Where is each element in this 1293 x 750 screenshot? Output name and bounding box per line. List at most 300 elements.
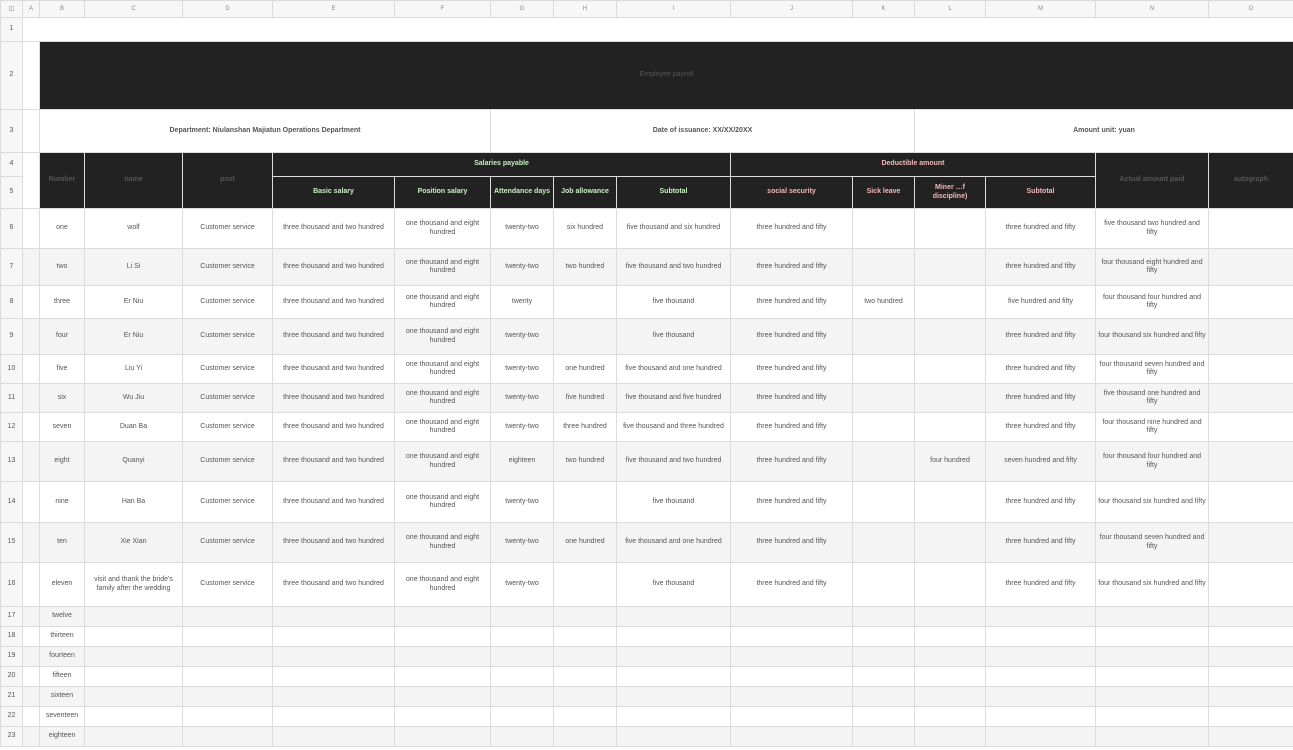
name-cell[interactable]: wolf [85,209,183,249]
row-header[interactable]: 13 [1,442,23,482]
empty-cell[interactable] [273,607,395,627]
blank-cell[interactable] [23,18,1293,42]
basic-salary-cell[interactable]: three thousand and two hundred [273,413,395,442]
autograph-cell[interactable] [1209,413,1293,442]
empty-cell[interactable] [273,687,395,707]
row-header[interactable]: 14 [1,482,23,523]
name-cell[interactable]: Er Niu [85,286,183,319]
social-security-cell[interactable]: three hundred and fifty [731,319,853,355]
empty-cell[interactable] [395,607,491,627]
empty-cell[interactable] [853,627,915,647]
position-salary-cell[interactable]: one thousand and eight hundred [395,319,491,355]
row-header[interactable]: 5 [1,177,23,209]
column-header[interactable]: N [1096,1,1209,18]
job-allowance-cell[interactable]: one hundred [554,523,617,563]
blank-cell[interactable] [23,413,40,442]
number-cell[interactable]: eighteen [40,727,85,747]
number-cell[interactable]: five [40,355,85,384]
social-security-cell[interactable]: three hundred and fifty [731,384,853,413]
empty-cell[interactable] [853,607,915,627]
post-cell[interactable]: Customer service [183,413,273,442]
amount-unit-cell[interactable]: Amount unit: yuan [915,110,1293,153]
empty-cell[interactable] [853,707,915,727]
attendance-days-cell[interactable]: twenty [491,286,554,319]
empty-cell[interactable] [554,667,617,687]
sheet-title[interactable]: Employee payroll [40,42,1293,110]
position-salary-cell[interactable]: one thousand and eight hundred [395,523,491,563]
empty-cell[interactable] [554,647,617,667]
row-header[interactable]: 22 [1,707,23,727]
subtotal-pay-cell[interactable]: five thousand and six hundred [617,209,731,249]
attendance-days-cell[interactable]: twenty-two [491,523,554,563]
empty-cell[interactable] [85,607,183,627]
column-header[interactable]: O [1209,1,1293,18]
basic-salary-cell[interactable]: three thousand and two hundred [273,384,395,413]
empty-cell[interactable] [183,687,273,707]
empty-cell[interactable] [491,707,554,727]
empty-cell[interactable] [853,687,915,707]
job-allowance-cell[interactable]: two hundred [554,442,617,482]
position-salary-cell[interactable]: one thousand and eight hundred [395,482,491,523]
empty-cell[interactable] [915,707,986,727]
autograph-cell[interactable] [1209,249,1293,286]
job-allowance-cell[interactable]: six hundred [554,209,617,249]
issuance-date-cell[interactable]: Date of issuance: XX/XX/20XX [491,110,915,153]
post-cell[interactable]: Customer service [183,384,273,413]
empty-cell[interactable] [986,707,1096,727]
empty-cell[interactable] [85,707,183,727]
header-position-salary[interactable]: Position salary [395,177,491,209]
subtotal-deduct-cell[interactable]: three hundred and fifty [986,523,1096,563]
header-autograph[interactable]: autograph [1209,153,1293,209]
empty-cell[interactable] [915,667,986,687]
empty-cell[interactable] [986,627,1096,647]
empty-cell[interactable] [731,627,853,647]
post-cell[interactable]: Customer service [183,563,273,607]
number-cell[interactable]: sixteen [40,687,85,707]
empty-cell[interactable] [731,727,853,747]
empty-cell[interactable] [554,607,617,627]
sick-leave-cell[interactable] [853,413,915,442]
row-header[interactable]: 19 [1,647,23,667]
blank-cell[interactable] [23,563,40,607]
discipline-cell[interactable] [915,249,986,286]
row-header[interactable]: 7 [1,249,23,286]
blank-cell[interactable] [23,286,40,319]
subtotal-pay-cell[interactable]: five thousand and three hundred [617,413,731,442]
subtotal-pay-cell[interactable]: five thousand [617,319,731,355]
attendance-days-cell[interactable]: twenty-two [491,482,554,523]
blank-cell[interactable] [23,482,40,523]
select-all-corner[interactable]: ◫ [1,1,23,18]
empty-cell[interactable] [915,687,986,707]
empty-cell[interactable] [85,627,183,647]
empty-cell[interactable] [491,687,554,707]
empty-cell[interactable] [1096,607,1209,627]
subtotal-pay-cell[interactable]: five thousand and one hundred [617,523,731,563]
sick-leave-cell[interactable] [853,563,915,607]
empty-cell[interactable] [731,707,853,727]
column-header[interactable]: G [491,1,554,18]
empty-cell[interactable] [617,647,731,667]
empty-cell[interactable] [731,667,853,687]
header-basic-salary[interactable]: Basic salary [273,177,395,209]
autograph-cell[interactable] [1209,209,1293,249]
header-attendance-days[interactable]: Attendance days [491,177,554,209]
sick-leave-cell[interactable] [853,482,915,523]
number-cell[interactable]: twelve [40,607,85,627]
sick-leave-cell[interactable] [853,209,915,249]
empty-cell[interactable] [617,707,731,727]
attendance-days-cell[interactable]: twenty-two [491,319,554,355]
social-security-cell[interactable]: three hundred and fifty [731,413,853,442]
number-cell[interactable]: two [40,249,85,286]
empty-cell[interactable] [1096,727,1209,747]
subtotal-deduct-cell[interactable]: three hundred and fifty [986,249,1096,286]
number-cell[interactable]: eleven [40,563,85,607]
actual-paid-cell[interactable]: four thousand four hundred and fifty [1096,286,1209,319]
blank-cell[interactable] [23,42,40,110]
empty-cell[interactable] [395,707,491,727]
actual-paid-cell[interactable]: five thousand one hundred and fifty [1096,384,1209,413]
subtotal-pay-cell[interactable]: five thousand [617,482,731,523]
social-security-cell[interactable]: three hundred and fifty [731,563,853,607]
number-cell[interactable]: ten [40,523,85,563]
number-cell[interactable]: one [40,209,85,249]
row-header[interactable]: 4 [1,153,23,177]
name-cell[interactable]: Li Si [85,249,183,286]
row-header[interactable]: 10 [1,355,23,384]
job-allowance-cell[interactable] [554,482,617,523]
number-cell[interactable]: three [40,286,85,319]
attendance-days-cell[interactable]: twenty-two [491,355,554,384]
number-cell[interactable]: nine [40,482,85,523]
row-header[interactable]: 6 [1,209,23,249]
sick-leave-cell[interactable] [853,523,915,563]
basic-salary-cell[interactable]: three thousand and two hundred [273,209,395,249]
empty-cell[interactable] [183,647,273,667]
column-header[interactable]: H [554,1,617,18]
header-deductible-amount[interactable]: Deductible amount [731,153,1096,177]
empty-cell[interactable] [1096,707,1209,727]
blank-cell[interactable] [23,110,40,153]
empty-cell[interactable] [1209,707,1293,727]
subtotal-deduct-cell[interactable]: three hundred and fifty [986,319,1096,355]
column-header[interactable]: B [40,1,85,18]
basic-salary-cell[interactable]: three thousand and two hundred [273,523,395,563]
name-cell[interactable]: Xie Xian [85,523,183,563]
empty-cell[interactable] [915,627,986,647]
empty-cell[interactable] [183,727,273,747]
blank-cell[interactable] [23,523,40,563]
position-salary-cell[interactable]: one thousand and eight hundred [395,355,491,384]
blank-cell[interactable] [23,707,40,727]
blank-cell[interactable] [23,667,40,687]
empty-cell[interactable] [491,607,554,627]
number-cell[interactable]: six [40,384,85,413]
empty-cell[interactable] [617,687,731,707]
blank-cell[interactable] [23,607,40,627]
empty-cell[interactable] [85,687,183,707]
post-cell[interactable]: Customer service [183,355,273,384]
post-cell[interactable]: Customer service [183,482,273,523]
row-header[interactable]: 20 [1,667,23,687]
empty-cell[interactable] [853,647,915,667]
actual-paid-cell[interactable]: four thousand six hundred and fifty [1096,563,1209,607]
blank-cell[interactable] [23,727,40,747]
empty-cell[interactable] [1209,687,1293,707]
empty-cell[interactable] [617,627,731,647]
subtotal-pay-cell[interactable]: five thousand and two hundred [617,249,731,286]
post-cell[interactable]: Customer service [183,442,273,482]
empty-cell[interactable] [617,667,731,687]
empty-cell[interactable] [85,667,183,687]
blank-cell[interactable] [23,687,40,707]
attendance-days-cell[interactable]: twenty-two [491,384,554,413]
name-cell[interactable]: Han Ba [85,482,183,523]
empty-cell[interactable] [1209,627,1293,647]
attendance-days-cell[interactable]: twenty-two [491,563,554,607]
subtotal-pay-cell[interactable]: five thousand [617,286,731,319]
social-security-cell[interactable]: three hundred and fifty [731,355,853,384]
autograph-cell[interactable] [1209,523,1293,563]
social-security-cell[interactable]: three hundred and fifty [731,249,853,286]
position-salary-cell[interactable]: one thousand and eight hundred [395,384,491,413]
position-salary-cell[interactable]: one thousand and eight hundred [395,209,491,249]
empty-cell[interactable] [85,647,183,667]
discipline-cell[interactable] [915,319,986,355]
post-cell[interactable]: Customer service [183,209,273,249]
row-header[interactable]: 11 [1,384,23,413]
actual-paid-cell[interactable]: four thousand seven hundred and fifty [1096,355,1209,384]
blank-cell[interactable] [23,442,40,482]
discipline-cell[interactable] [915,523,986,563]
column-header[interactable]: L [915,1,986,18]
empty-cell[interactable] [273,647,395,667]
discipline-cell[interactable] [915,413,986,442]
discipline-cell[interactable] [915,482,986,523]
subtotal-deduct-cell[interactable]: five hundred and fifty [986,286,1096,319]
actual-paid-cell[interactable]: four thousand six hundred and fifty [1096,482,1209,523]
header-name[interactable]: name [85,153,183,209]
empty-cell[interactable] [273,707,395,727]
empty-cell[interactable] [915,647,986,667]
empty-cell[interactable] [395,727,491,747]
subtotal-pay-cell[interactable]: five thousand and five hundred [617,384,731,413]
empty-cell[interactable] [491,667,554,687]
empty-cell[interactable] [395,647,491,667]
basic-salary-cell[interactable]: three thousand and two hundred [273,355,395,384]
header-subtotal-deduct[interactable]: Subtotal [986,177,1096,209]
header-subtotal-pay[interactable]: Subtotal [617,177,731,209]
empty-cell[interactable] [554,707,617,727]
name-cell[interactable]: Wu Jiu [85,384,183,413]
empty-cell[interactable] [1209,607,1293,627]
autograph-cell[interactable] [1209,442,1293,482]
column-header[interactable]: M [986,1,1096,18]
empty-cell[interactable] [1096,627,1209,647]
subtotal-deduct-cell[interactable]: three hundred and fifty [986,413,1096,442]
post-cell[interactable]: Customer service [183,319,273,355]
empty-cell[interactable] [986,607,1096,627]
blank-cell[interactable] [23,647,40,667]
social-security-cell[interactable]: three hundred and fifty [731,209,853,249]
row-header[interactable]: 3 [1,110,23,153]
sick-leave-cell[interactable] [853,249,915,286]
position-salary-cell[interactable]: one thousand and eight hundred [395,563,491,607]
header-social-security[interactable]: social security [731,177,853,209]
sick-leave-cell[interactable] [853,319,915,355]
name-cell[interactable]: visit and thank the bride's family after the wedding [85,563,183,607]
discipline-cell[interactable] [915,384,986,413]
autograph-cell[interactable] [1209,482,1293,523]
empty-cell[interactable] [617,727,731,747]
post-cell[interactable]: Customer service [183,523,273,563]
job-allowance-cell[interactable]: three hundred [554,413,617,442]
row-header[interactable]: 9 [1,319,23,355]
row-header[interactable]: 15 [1,523,23,563]
empty-cell[interactable] [183,607,273,627]
actual-paid-cell[interactable]: four thousand six hundred and fifty [1096,319,1209,355]
sick-leave-cell[interactable] [853,384,915,413]
blank-cell[interactable] [23,627,40,647]
discipline-cell[interactable]: four hundred [915,442,986,482]
post-cell[interactable]: Customer service [183,249,273,286]
number-cell[interactable]: fifteen [40,667,85,687]
empty-cell[interactable] [853,667,915,687]
job-allowance-cell[interactable] [554,286,617,319]
empty-cell[interactable] [183,667,273,687]
sick-leave-cell[interactable] [853,355,915,384]
empty-cell[interactable] [986,667,1096,687]
header-number[interactable]: Number [40,153,85,209]
job-allowance-cell[interactable]: one hundred [554,355,617,384]
column-header[interactable]: I [617,1,731,18]
position-salary-cell[interactable]: one thousand and eight hundred [395,286,491,319]
column-header[interactable]: F [395,1,491,18]
basic-salary-cell[interactable]: three thousand and two hundred [273,249,395,286]
empty-cell[interactable] [986,687,1096,707]
number-cell[interactable]: seventeen [40,707,85,727]
position-salary-cell[interactable]: one thousand and eight hundred [395,249,491,286]
discipline-cell[interactable] [915,286,986,319]
job-allowance-cell[interactable] [554,319,617,355]
subtotal-deduct-cell[interactable]: three hundred and fifty [986,563,1096,607]
discipline-cell[interactable] [915,563,986,607]
number-cell[interactable]: seven [40,413,85,442]
empty-cell[interactable] [915,727,986,747]
empty-cell[interactable] [273,727,395,747]
empty-cell[interactable] [183,627,273,647]
subtotal-deduct-cell[interactable]: three hundred and fifty [986,384,1096,413]
empty-cell[interactable] [915,607,986,627]
discipline-cell[interactable] [915,209,986,249]
subtotal-pay-cell[interactable]: five thousand and two hundred [617,442,731,482]
empty-cell[interactable] [1096,647,1209,667]
sick-leave-cell[interactable] [853,442,915,482]
autograph-cell[interactable] [1209,384,1293,413]
position-salary-cell[interactable]: one thousand and eight hundred [395,442,491,482]
post-cell[interactable]: Customer service [183,286,273,319]
empty-cell[interactable] [273,627,395,647]
row-header[interactable]: 16 [1,563,23,607]
social-security-cell[interactable]: three hundred and fifty [731,523,853,563]
blank-cell[interactable] [23,384,40,413]
number-cell[interactable]: thirteen [40,627,85,647]
header-post[interactable]: post [183,153,273,209]
empty-cell[interactable] [986,647,1096,667]
empty-cell[interactable] [853,727,915,747]
empty-cell[interactable] [1096,667,1209,687]
name-cell[interactable]: Duan Ba [85,413,183,442]
subtotal-deduct-cell[interactable]: seven hundred and fifty [986,442,1096,482]
header-sick-leave[interactable]: Sick leave [853,177,915,209]
subtotal-deduct-cell[interactable]: three hundred and fifty [986,355,1096,384]
column-header[interactable]: C [85,1,183,18]
empty-cell[interactable] [395,667,491,687]
number-cell[interactable]: eight [40,442,85,482]
row-header[interactable]: 21 [1,687,23,707]
social-security-cell[interactable]: three hundred and fifty [731,482,853,523]
empty-cell[interactable] [491,647,554,667]
row-header[interactable]: 1 [1,18,23,42]
empty-cell[interactable] [491,727,554,747]
name-cell[interactable]: Liu Yi [85,355,183,384]
empty-cell[interactable] [554,687,617,707]
actual-paid-cell[interactable]: five thousand two hundred and fifty [1096,209,1209,249]
blank-cell[interactable] [23,249,40,286]
subtotal-pay-cell[interactable]: five thousand [617,563,731,607]
basic-salary-cell[interactable]: three thousand and two hundred [273,482,395,523]
actual-paid-cell[interactable]: four thousand nine hundred and fifty [1096,413,1209,442]
name-cell[interactable]: Quanyi [85,442,183,482]
number-cell[interactable]: four [40,319,85,355]
attendance-days-cell[interactable]: twenty-two [491,413,554,442]
actual-paid-cell[interactable]: four thousand eight hundred and fifty [1096,249,1209,286]
subtotal-deduct-cell[interactable]: three hundred and fifty [986,209,1096,249]
header-salaries-payable[interactable]: Salaries payable [273,153,731,177]
empty-cell[interactable] [1209,647,1293,667]
number-cell[interactable]: fourteen [40,647,85,667]
column-header[interactable]: J [731,1,853,18]
row-header[interactable]: 12 [1,413,23,442]
attendance-days-cell[interactable]: twenty-two [491,249,554,286]
autograph-cell[interactable] [1209,563,1293,607]
empty-cell[interactable] [273,667,395,687]
actual-paid-cell[interactable]: four thousand four hundred and fifty [1096,442,1209,482]
empty-cell[interactable] [1096,687,1209,707]
autograph-cell[interactable] [1209,319,1293,355]
row-header[interactable]: 8 [1,286,23,319]
row-header[interactable]: 2 [1,42,23,110]
social-security-cell[interactable]: three hundred and fifty [731,286,853,319]
blank-cell[interactable] [23,319,40,355]
subtotal-deduct-cell[interactable]: three hundred and fifty [986,482,1096,523]
autograph-cell[interactable] [1209,286,1293,319]
empty-cell[interactable] [85,727,183,747]
basic-salary-cell[interactable]: three thousand and two hundred [273,319,395,355]
job-allowance-cell[interactable]: two hundred [554,249,617,286]
empty-cell[interactable] [183,707,273,727]
actual-paid-cell[interactable]: four thousand seven hundred and fifty [1096,523,1209,563]
column-header[interactable]: K [853,1,915,18]
subtotal-pay-cell[interactable]: five thousand and one hundred [617,355,731,384]
blank-cell[interactable] [23,355,40,384]
empty-cell[interactable] [554,727,617,747]
empty-cell[interactable] [395,687,491,707]
autograph-cell[interactable] [1209,355,1293,384]
column-header[interactable]: D [183,1,273,18]
